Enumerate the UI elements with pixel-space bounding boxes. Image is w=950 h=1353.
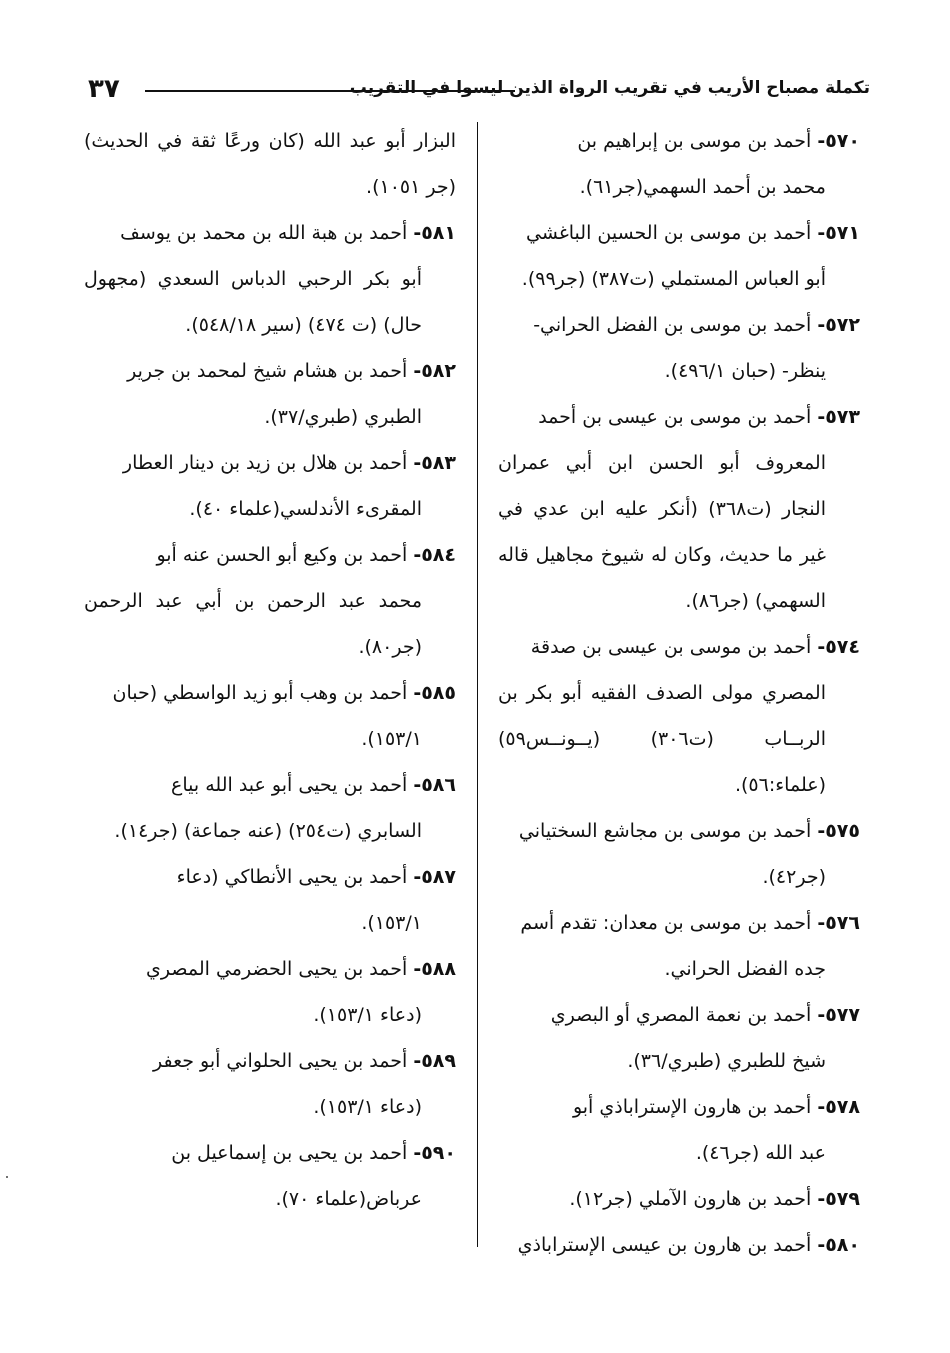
entry-number: ٥٨٣- (413, 452, 456, 474)
entry-continuation: محمد عبد الرحمن بن أبي عبد الرحمن (جر٨٠). (84, 590, 422, 658)
entry-continuation: شيخ للطبري (طبري/٣٦). (627, 1050, 826, 1072)
entry-578 (498, 1084, 860, 1176)
entry-continuation: المقرىء الأندلسي(علماء ٤٠). (189, 498, 422, 520)
entry-570 (498, 118, 860, 210)
entry-580 (498, 1222, 860, 1268)
entry-text: أحمد بن هلال بن زيد بن دينار العطار (122, 452, 408, 474)
entry-587 (84, 854, 456, 946)
entry-text: أحمد بن هبة الله بن محمد بن يوسف (120, 222, 408, 244)
entry-589 (84, 1038, 456, 1130)
entry-text: أحمد بن موسى بن عيسى بن صدقة (530, 636, 812, 658)
entry-text: أحمد بن يحيى بن إسماعيل بن (171, 1142, 408, 1164)
entry-text: أحمد بن يحيى الحضرمي المصري (146, 958, 408, 980)
entry-number: ٥٧٧- (817, 1004, 860, 1026)
entry-text: أحمد بن موسى بن الفضل الحراني- (533, 314, 812, 336)
entry-571 (498, 210, 860, 302)
entry-574 (498, 624, 860, 808)
entry-continuation: محمد بن أحمد السهمي(جر٦١). (579, 176, 826, 198)
entry-continuation: ١٥٣/١). (361, 728, 422, 750)
entry-text: أحمد بن موسى بن عيسى بن أحمد (538, 406, 812, 428)
entry-number: ٥٧١- (817, 222, 860, 244)
entry-continuation: السابري (ت٢٥٤) (عنه جماعة) (جر١٤). (114, 820, 422, 842)
entry-text: أحمد بن يحيى أبو عبد الله بياع (171, 774, 408, 796)
page-header (70, 70, 870, 110)
entry-number: ٥٨٢- (413, 360, 456, 382)
entry-continuation: أبو بكر الرحبي الدباس السعدي (مجهول حال) (ت ٤٧٤) (سير ٥٤٨/١٨). (84, 268, 422, 336)
entry-583 (84, 440, 456, 532)
entry-number: ٥٧٦- (817, 912, 860, 934)
entry-continuation: (دعاء ١٥٣/١). (313, 1004, 422, 1026)
entry-number: ٥٨٩- (413, 1050, 456, 1072)
entry-588 (84, 946, 456, 1038)
entry-continuation: (جر٤٢). (762, 866, 826, 888)
entry-text: أحمد بن موسى بن إبراهيم بن (577, 130, 812, 152)
entry-585 (84, 670, 456, 762)
left-column (84, 118, 456, 1222)
entry-number: ٥٨٦- (413, 774, 456, 796)
entry-text: أحمد بن يحيى الحلواني أبو جعفر (152, 1050, 408, 1072)
entry-continuation: المصري مولى الصدف الفقيه أبو بكر بن الربــاب (ت٣٠٦) (يــونــس٥٩) (علماء:٥٦). (498, 682, 826, 796)
entry-continuation: ١٥٣/١). (361, 912, 422, 934)
right-column (498, 118, 860, 1268)
entry-number: ٥٧٢- (817, 314, 860, 336)
entry-584 (84, 532, 456, 670)
entry-579 (498, 1176, 860, 1222)
entry-number: ٥٨٨- (413, 958, 456, 980)
entry-text: أحمد بن موسى بن معدان: تقدم أسم (520, 912, 812, 934)
entry-continuation: الطبري (طبري/٣٧). (264, 406, 422, 428)
entry-continuation: جده الفضل الحراني. (664, 958, 826, 980)
entry-text: أحمد بن نعمة المصري أو البصري (550, 1004, 812, 1026)
entry-number: ٥٨٤- (413, 544, 456, 566)
entry-text: أحمد بن وهب أبو زيد الواسطي (حبان (112, 682, 408, 704)
entry-text: أحمد بن وكيع أبو الحسن عنه أبو (156, 544, 408, 566)
entry-text: أحمد بن يحيى الأنطاكي (دعاء (176, 866, 408, 888)
entry-590 (84, 1130, 456, 1222)
entry-572 (498, 302, 860, 394)
entry-number: ٥٨٧- (413, 866, 456, 888)
entry-number: ٥٧٤- (817, 636, 860, 658)
entry-number: ٥٧٩- (817, 1188, 860, 1210)
entry-number: ٥٧٣- (817, 406, 860, 428)
entry-582 (84, 348, 456, 440)
entry-581 (84, 210, 456, 348)
entry-text: البزار أبو عبد الله (كان ورعًا ثقة في الحديث) (جر ١٠٥١). (84, 130, 456, 198)
entry-576 (498, 900, 860, 992)
column-divider (477, 122, 478, 1247)
entry-text: أحمد بن هشام شيخ لمحمد بن جرير (127, 360, 408, 382)
entry-575 (498, 808, 860, 900)
entry-continuation: عرباض(علماء ٧٠). (275, 1188, 422, 1210)
page-number: ٣٧ (88, 74, 120, 104)
entry-continuation: المعروف أبو الحسن ابن أبي عمران النجار (ت٣٦٨) (أنكر عليه ابن عدي في غير ما حديث، وكان له شيوخ مجاهيل قاله السهمي) (جر٨٦). (498, 452, 826, 612)
entry-text: أحمد بن موسى بن مجاشع السختياني (518, 820, 812, 842)
entry-text: أحمد بن هارون بن عيسى الإستراباذي (517, 1234, 812, 1256)
entry-number: ٥٩٠- (413, 1142, 456, 1164)
entry-text: أحمد بن هارون الآملي (جر١٢). (569, 1188, 812, 1210)
entry-text: أحمد بن موسى بن الحسين الباغشي (526, 222, 812, 244)
entry-number: ٥٨٠- (817, 1234, 860, 1256)
entry-573 (498, 394, 860, 624)
entry-number: ٥٧٨- (817, 1096, 860, 1118)
entry-number: ٥٨٥- (413, 682, 456, 704)
entry-continuation: عبد الله (جر٤٦). (695, 1142, 826, 1164)
entry-text: أحمد بن هارون الإستراباذي أبو (572, 1096, 812, 1118)
entry-number: ٥٧٥- (817, 820, 860, 842)
entry-continuation: (دعاء ١٥٣/١). (313, 1096, 422, 1118)
entry-number: ٥٧٠- (817, 130, 860, 152)
running-title: تكملة مصباح الأريب في تقريب الرواة الذين ليسوا في التقريب (349, 78, 870, 98)
entry-number: ٥٨١- (413, 222, 456, 244)
entry-577 (498, 992, 860, 1084)
entry-continuation: أبو العباس المستملي (ت٣٨٧) (جر٩٩). (521, 268, 826, 290)
entry-580-continued (84, 118, 456, 210)
entry-continuation: ينظر- (حبان ٤٩٦/١). (664, 360, 826, 382)
scan-speck (6, 1176, 8, 1178)
entry-586 (84, 762, 456, 854)
